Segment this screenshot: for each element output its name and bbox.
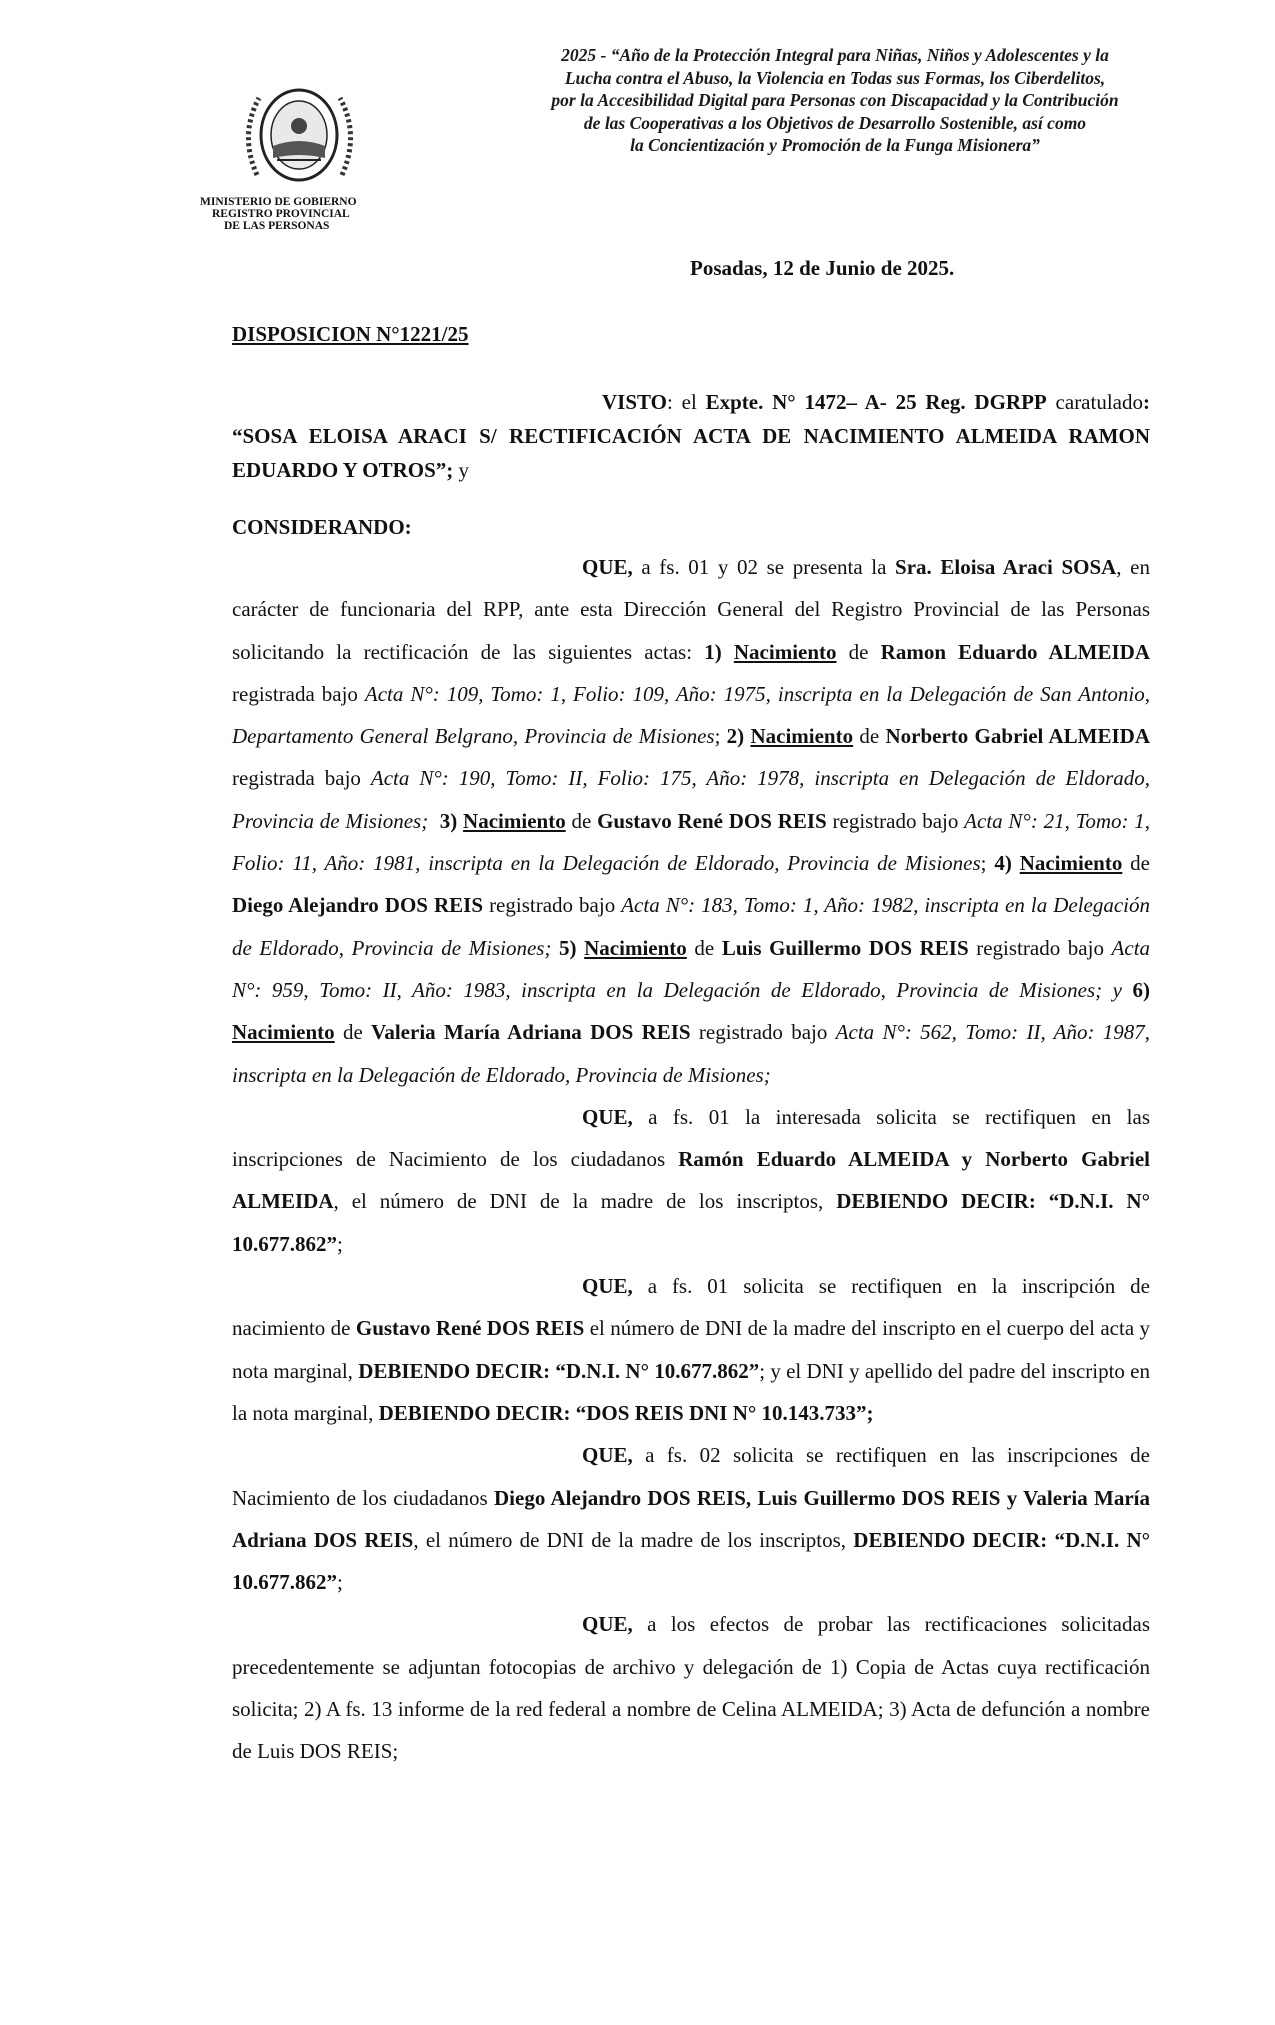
text: : el: [666, 390, 706, 414]
person-name: Valeria María Adriana DOS REIS: [371, 1020, 691, 1045]
text: de: [1122, 851, 1151, 876]
que-label: QUE,: [582, 1274, 633, 1299]
text: registrado bajo: [483, 893, 622, 918]
person-name: Norberto Gabriel ALMEIDA: [885, 724, 1150, 749]
motto-line: 2025 - “Año de la Protección Integral para Niñas, Niños y Adolescentes y la: [561, 45, 1109, 65]
text: ;: [980, 851, 995, 876]
place-date: Posadas, 12 de Junio de 2025.: [690, 256, 955, 280]
text: de: [334, 1020, 372, 1045]
caratula: : “SOSA ELOISA ARACI S/ RECTIFICACIÓN ACTA DE NACIMIENTO ALMEIDA RAMON EDUARDO Y OTROS”;: [232, 390, 1150, 482]
text: de: [853, 724, 886, 749]
text: a los efectos de probar las rectificaciones solicitadas precedentemente se adjuntan fotocopias de archivo y delegación de 1) Copia de Actas cuya rectificación solicita; 2) A fs. 13 informe de la red federal a nombre de Celina ALMEIDA; 3) Acta de defunción a nombre de Luis DOS REIS;: [232, 1612, 1150, 1764]
text: a fs. 01 y 02 se presenta la: [632, 555, 896, 579]
item-number: 1): [704, 639, 722, 664]
nacimiento-label: Nacimiento: [584, 935, 687, 960]
text: registrado bajo: [690, 1020, 836, 1045]
paragraph-que-2: [232, 1096, 1150, 1265]
text: ; y el DNI y apellido del padre del inscripto en la nota marginal,: [232, 1358, 1151, 1425]
text: ;: [337, 1231, 343, 1256]
que-label: QUE,: [582, 1443, 633, 1468]
paragraph-que-3: [232, 1265, 1150, 1434]
que-label: QUE,: [582, 1104, 633, 1129]
ministry-line: MINISTERIO DE GOBIERNO: [200, 196, 357, 208]
person-name: Sra. Eloisa Araci SOSA: [895, 555, 1117, 579]
debiendo-decir: DEBIENDO DECIR: “D.N.I. N° 10.677.862”: [358, 1358, 760, 1383]
person-name: Ramon Eduardo ALMEIDA: [880, 639, 1150, 664]
text: , en carácter de funcionaria del RPP, ante esta Dirección General del Registro Provincial de las Personas solicitando la rectificación de las siguientes actas:: [232, 555, 1150, 664]
ministry-block: [200, 196, 400, 232]
motto-line: de las Cooperativas a los Objetivos de Desarrollo Sostenible, así como: [583, 112, 1087, 133]
text: de: [686, 935, 722, 960]
acta-reference: Acta N°: 109, Tomo: 1, Folio: 109, Año: 1975, inscripta en la Delegación de San Antonio, Departamento General Belgrano, Provincia de Misiones: [232, 681, 1150, 749]
acta-reference: Acta N°: 190, Tomo: II, Folio: 175, Año: 1978, inscripta en Delegación de Eldorado, Provincia de Misiones;: [232, 766, 1150, 833]
expte-number: Expte. N° 1472– A- 25 Reg. DGRPP: [705, 390, 1047, 414]
text: registrada bajo: [232, 681, 365, 706]
considerando-body: [232, 546, 1150, 1773]
text: , el número de DNI de la madre de los inscriptos,: [413, 1527, 854, 1552]
acta-reference: Acta N°: 959, Tomo: II, Año: 1983, inscripta en la Delegación de Eldorado, Provincia de Misiones; y: [232, 935, 1151, 1002]
text: ;: [714, 724, 727, 749]
person-name: Diego Alejandro DOS REIS: [232, 893, 484, 918]
disposicion-title: DISPOSICION N°1221/25: [232, 322, 469, 346]
person-name: Gustavo René DOS REIS: [597, 808, 827, 833]
que-label: QUE,: [582, 555, 633, 579]
motto-line: Lucha contra el Abuso, la Violencia en Todas sus Formas, los Ciberdelitos,: [564, 67, 1106, 88]
text: registrado bajo: [826, 808, 965, 833]
year-motto: [495, 44, 1175, 157]
seal-emblem-icon: [237, 80, 362, 190]
text: registrado bajo: [968, 935, 1112, 960]
item-number: 2): [726, 724, 745, 749]
paragraph-que-5: [232, 1603, 1150, 1772]
acta-reference: Acta N°: 183, Tomo: 1, Año: 1982, inscripta en la Delegación de Eldorado, Provincia de Misiones;: [232, 893, 1151, 960]
text: ;: [337, 1570, 343, 1595]
motto-line: por la Accesibilidad Digital para Personas con Discapacidad y la Contribución: [551, 90, 1119, 110]
person-names: Ramón Eduardo ALMEIDA y Norberto Gabriel ALMEIDA: [232, 1147, 1151, 1214]
text: registrada bajo: [232, 766, 371, 791]
text: a fs. 01 solicita se rectifiquen en la inscripción de nacimiento de: [232, 1274, 1150, 1341]
text: a fs. 02 solicita se rectifiquen en las inscripciones de Nacimiento de los ciudadanos: [232, 1443, 1150, 1510]
text: el número de DNI de la madre del inscripto en el cuerpo del acta y nota marginal,: [232, 1316, 1151, 1383]
visto-paragraph: [232, 385, 1150, 487]
nacimiento-label: Nacimiento: [733, 639, 837, 664]
item-number: 6): [1132, 977, 1150, 1002]
text: y: [453, 458, 470, 482]
motto-line: la Concientización y Promoción de la Funga Misionera”: [630, 135, 1040, 155]
que-label: QUE,: [582, 1612, 633, 1637]
person-names: Diego Alejandro DOS REIS, Luis Guillermo DOS REIS y Valeria María Adriana DOS REIS: [232, 1485, 1151, 1552]
acta-reference: Acta N°: 562, Tomo: II, Año: 1987, inscripta en la Delegación de Eldorado, Provincia de Misiones;: [232, 1020, 1151, 1087]
person-name: Luis Guillermo DOS REIS: [721, 935, 969, 960]
visto-label: VISTO: [602, 390, 667, 414]
text: caratulado: [1046, 390, 1143, 414]
ministry-line: REGISTRO PROVINCIAL: [212, 208, 350, 220]
nacimiento-label: Nacimiento: [1019, 851, 1123, 876]
item-number: 3): [439, 808, 458, 833]
nacimiento-label: Nacimiento: [232, 1020, 335, 1045]
nacimiento-label: Nacimiento: [463, 808, 566, 833]
debiendo-decir: DEBIENDO DECIR: “D.N.I. N° 10.677.862”: [232, 1189, 1150, 1256]
item-number: 5): [559, 935, 577, 960]
item-number: 4): [994, 851, 1012, 876]
paragraph-que-1: [232, 546, 1150, 1096]
text: a fs. 01 la interesada solicita se rectifiquen en las inscripciones de Nacimiento de los ciudadanos: [232, 1104, 1150, 1172]
text: , el número de DNI de la madre de los inscriptos,: [333, 1189, 837, 1214]
acta-reference: Acta N°: 21, Tomo: 1, Folio: 11, Año: 1981, inscripta en la Delegación de Eldorado, Provincia de Misiones: [232, 808, 1151, 876]
provincial-seal: [237, 80, 362, 190]
debiendo-decir: DEBIENDO DECIR: “DOS REIS DNI N° 10.143.733”;: [378, 1400, 874, 1425]
considerando-heading: CONSIDERANDO:: [232, 515, 412, 539]
debiendo-decir: DEBIENDO DECIR: “D.N.I. N° 10.677.862”: [232, 1527, 1151, 1595]
text: de: [836, 639, 881, 664]
person-name: Gustavo René DOS REIS: [355, 1316, 585, 1341]
ministry-line: DE LAS PERSONAS: [224, 220, 330, 232]
paragraph-que-4: [232, 1434, 1150, 1603]
nacimiento-label: Nacimiento: [750, 724, 854, 749]
text: de: [565, 808, 598, 833]
